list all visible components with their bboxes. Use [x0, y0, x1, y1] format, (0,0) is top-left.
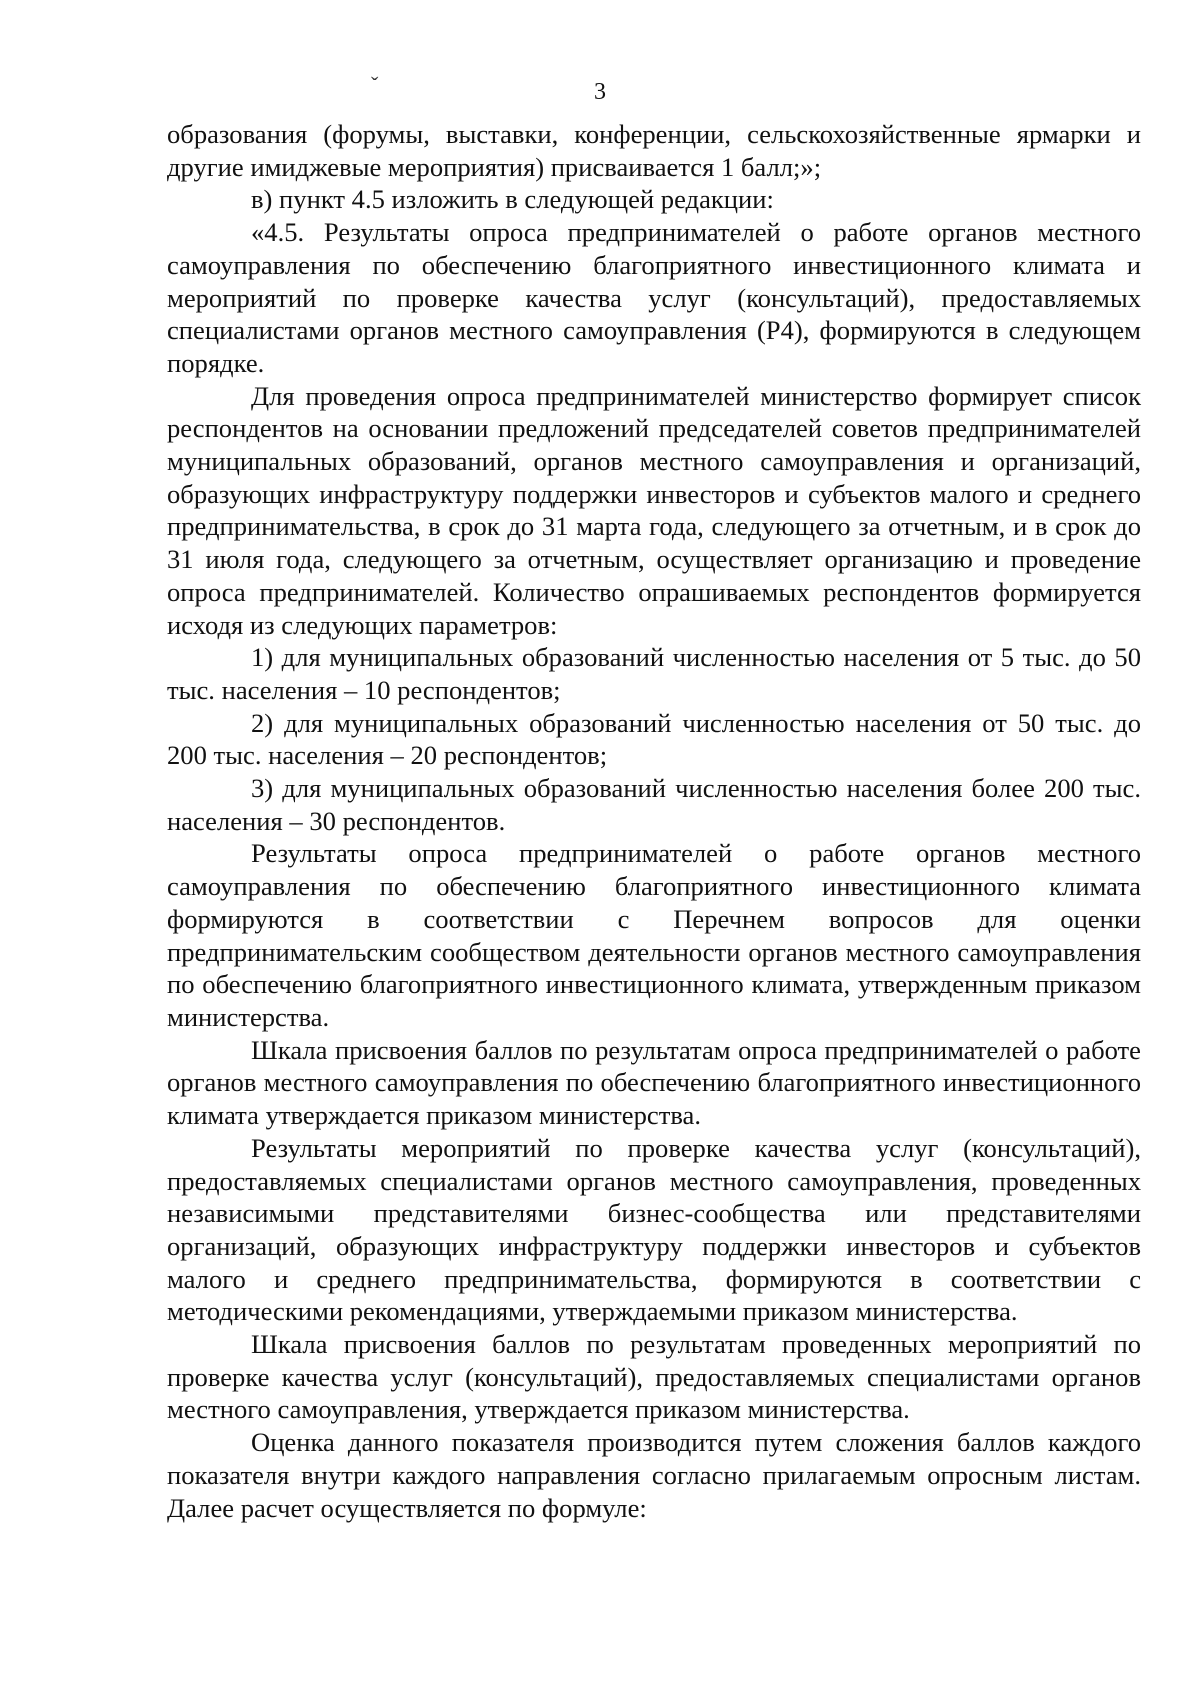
- paragraph-clause-4-5: «4.5. Результаты опроса предпринимателей о работе органов местного самоуправления по обеспечению благоприятного инвестиционного климата и мероприятий по проверке качества услуг (консультаций), предоставляемых специалистами органов местного самоуправления (Р4), формируются в следующем порядке.: [167, 217, 1141, 378]
- page-number: 3: [594, 79, 606, 105]
- paragraph-quality-check-scale: Шкала присвоения баллов по результатам проведенных мероприятий по проверке качества услуг (консультаций), предоставляемых специалистами органов местного самоуправления, утверждается приказом министерства.: [167, 1329, 1141, 1425]
- paragraph-continuation: образования (форумы, выставки, конференции, сельскохозяйственные ярмарки и другие имиджевые мероприятия) присваивается 1 балл;»;: [167, 119, 1141, 182]
- paragraph-survey-scale: Шкала присвоения баллов по результатам опроса предпринимателей о работе органов местного самоуправления по обеспечению благоприятного инвестиционного климата утверждается приказом министерства.: [167, 1034, 1141, 1131]
- paragraph-survey-results: Результаты опроса предпринимателей о работе органов местного самоуправления по обеспечению благоприятного инвестиционного климата формируются в соответствии с Перечнем вопросов для оценки предпринимательским сообществом деятельности органов местного самоуправления по обеспечению благоприятного инвестиционного климата, утвержденным приказом министерства.: [167, 838, 1141, 1032]
- document-body: [167, 118, 1141, 1524]
- paragraph-survey-procedure: Для проведения опроса предпринимателей министерство формирует список респондентов на основании предложений председателей советов предпринимателей муниципальных образований, органов местного самоуправления и организаций, образующих инфраструктуру поддержки инвесторов и субъектов малого и среднего предпринимательства, в срок до 31 марта года, следующего за отчетным, и в срок до 31 июля года, следующего за отчетным, осуществляет организацию и проведение опроса предпринимателей. Количество опрашиваемых респондентов формируется исходя из следующих параметров:: [167, 380, 1141, 640]
- list-item-2: 2) для муниципальных образований численностью населения от 50 тыс. до 200 тыс. населения – 20 респондентов;: [167, 707, 1141, 771]
- list-item-3: 3) для муниципальных образований численностью населения более 200 тыс. населения – 30 респондентов.: [167, 773, 1141, 836]
- scan-mark: ˇ: [371, 72, 379, 97]
- paragraph-amendment-v: в) пункт 4.5 изложить в следующей редакции:: [251, 184, 774, 215]
- list-item-1: 1) для муниципальных образований численностью населения от 5 тыс. до 50 тыс. населения – 10 респондентов;: [167, 642, 1141, 705]
- paragraph-evaluation-formula-intro: Оценка данного показателя производится путем сложения баллов каждого показателя внутри каждого направления согласно прилагаемым опросным листам. Далее расчет осуществляется по формуле:: [167, 1427, 1141, 1523]
- paragraph-quality-check-results: Результаты мероприятий по проверке качества услуг (консультаций), предоставляемых специалистами органов местного самоуправления, проведенных независимыми представителями бизнес-сообщества или представителями организаций, образующих инфраструктуру поддержки инвесторов и субъектов малого и среднего предпринимательства, формируются в соответствии с методическими рекомендациями, утверждаемыми приказом министерства.: [167, 1132, 1141, 1327]
